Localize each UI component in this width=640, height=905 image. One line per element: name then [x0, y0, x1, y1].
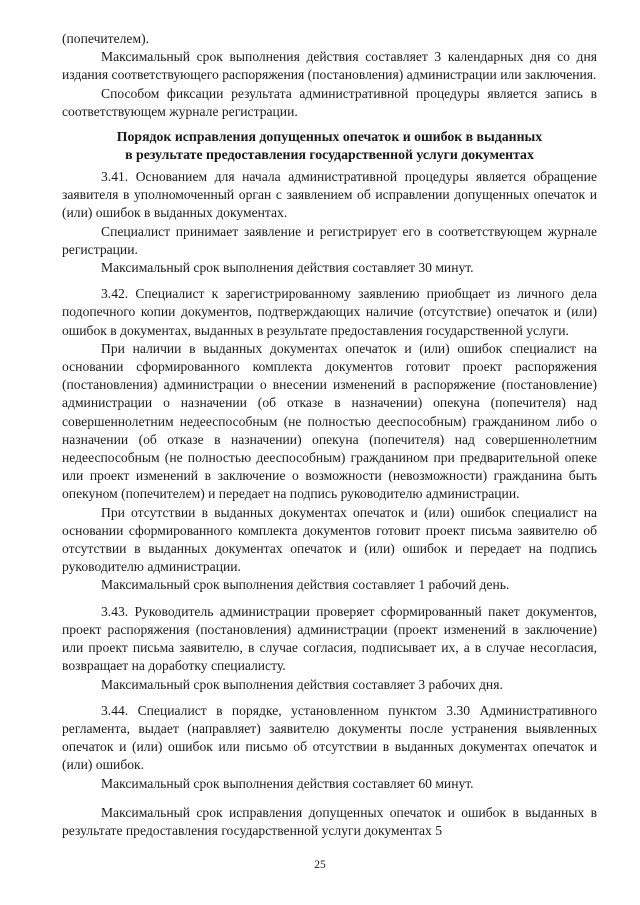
- paragraph-3-41-deadline: Максимальный срок выполнения действия составляет 30 минут.: [101, 260, 474, 276]
- paragraph-3-42-errors-absent: При отсутствии в выданных документах опечаток и (или) ошибок специалист на основании сформированного комплекта документов готовит проект письма заявителю об отсутствии в выданных документах опечаток и (или) ошибок и передает на подпись руководителю администрации.: [62, 504, 597, 575]
- section-heading: [62, 128, 597, 164]
- lead-fragment: (попечителем).: [62, 31, 149, 46]
- page-number: 25: [314, 859, 326, 871]
- paragraph-3-42-errors-present: При наличии в выданных документах опечаток и (или) ошибок специалист на основании сформированного комплекта документов готовит проект распоряжения (постановления) администрации о внесении изменений в распоряжение (постановление) администрации о назначении (об отказе в назначении) опекуна (попечителя) над совершеннолетним недееспособным (не полностью дееспособным) гражданином либо о назначении (об отказе в назначении) опекуна (попечителя) над совершеннолетним недееспособным (не полностью дееспособным) гражданином при предварительной опеке или проект изменений в заключение о возможности (невозможности) гражданина быть опекуном (попечителем) и передает на подпись руководителю администрации.: [62, 340, 597, 502]
- paragraph-3-42: 3.42. Специалист к зарегистрированному заявлению приобщает из личного дела подопечного копии документов, подтверждающих наличие (отсутствие) опечаток и (или) ошибок в документах, выданных в результате предоставления государственной услуги.: [62, 286, 597, 338]
- paragraph-3-43-deadline: Максимальный срок выполнения действия составляет 3 рабочих дня.: [101, 676, 503, 692]
- section-heading-line-1: Порядок исправления допущенных опечаток и ошибок в выданных: [116, 129, 543, 145]
- paragraph-3-41: 3.41. Основанием для начала административной процедуры является обращение заявителя в уполномоченный орган с заявлением об исправлении допущенных опечаток и (или) ошибок в выданных документах.: [62, 169, 597, 221]
- paragraph-3-44: 3.44. Специалист в порядке, установленном пунктом 3.30 Административного регламента, выдает (направляет) заявителю документы после устранения выявленных опечаток и (или) ошибок или письмо об отсутствии в выданных документах опечаток и (или) ошибок.: [62, 702, 597, 773]
- paragraph-3-42-deadline: Максимальный срок выполнения действия составляет 1 рабочий день.: [101, 577, 510, 593]
- paragraph-fixation-method: Способом фиксации результата административной процедуры является запись в соответствующем журнале регистрации.: [62, 85, 597, 119]
- paragraph-3-44-deadline: Максимальный срок выполнения действия составляет 60 минут.: [101, 775, 474, 791]
- paragraph-3-41-registration: Специалист принимает заявление и регистрирует его в соответствующем журнале регистрации.: [62, 223, 597, 257]
- paragraph-deadline-3-days: Максимальный срок выполнения действия составляет 3 календарных дня со дня издания соответствующего распоряжения (постановления) администрации или заключения.: [62, 49, 597, 83]
- page-body: [62, 30, 597, 840]
- section-heading-line-2: в результате предоставления государственной услуги документах: [125, 147, 534, 163]
- paragraph-3-43: 3.43. Руководитель администрации проверяет сформированный пакет документов, проект распоряжения (постановления) администрации (проект изменений в заключение) или проект письма заявителю, в случае согласия, подписывает их, а в случае несогласия, возвращает на доработку специалисту.: [62, 603, 597, 674]
- paragraph-final: Максимальный срок исправления допущенных опечаток и ошибок в выданных в результате предоставления государственной услуги документах 5: [62, 804, 597, 838]
